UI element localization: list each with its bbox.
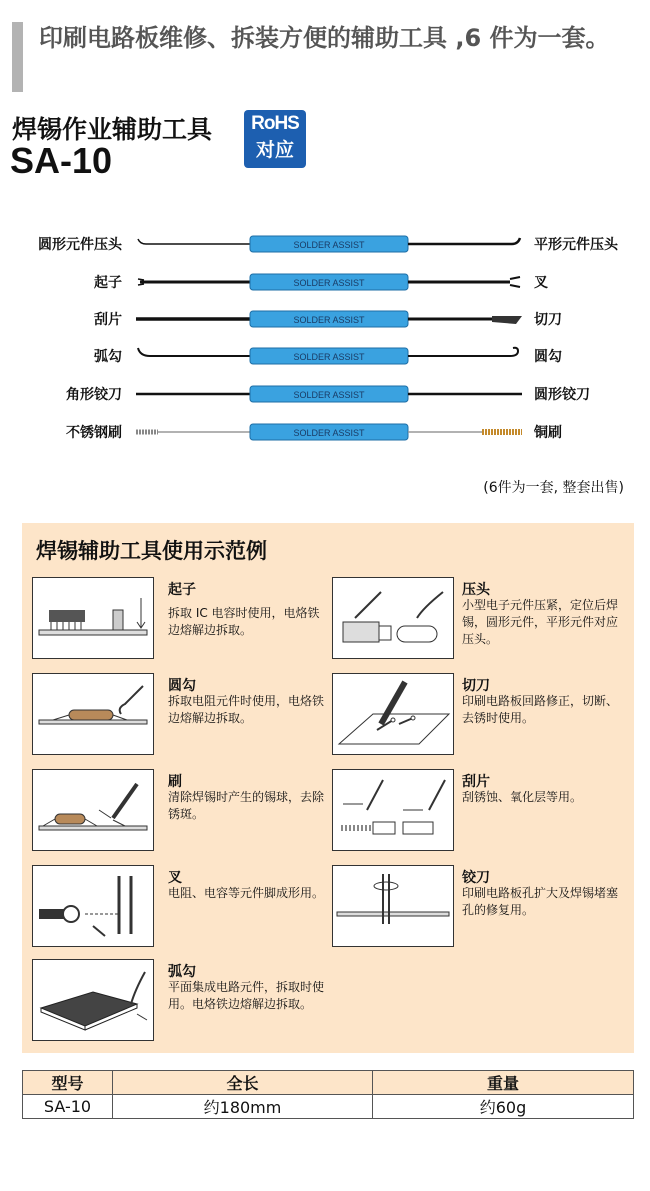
tool-right-label: 圆形铰刀 [534, 387, 590, 403]
tool-handle-text: SOLDER ASSIST [293, 390, 365, 400]
example-desc: 清除焊锡时产生的锡球，去除锈斑。 [168, 790, 325, 821]
example-desc: 印刷电路板回路修正，切断、去锈时使用。 [462, 694, 619, 725]
tool-row [0, 307, 650, 331]
tool-scraper-cutter-icon [132, 307, 524, 331]
tool-row [0, 420, 650, 444]
tool-right-label: 铜刷 [534, 425, 562, 441]
product-subtitle: 焊锡作业辅助工具 [12, 115, 213, 144]
example-desc: 拆取电阻元件时使用，电烙铁边熔解边拆取。 [168, 694, 325, 725]
example-title: 圆勾 [168, 678, 196, 694]
example-reamer-illustration [332, 865, 454, 947]
tool-round-press-icon [132, 232, 524, 256]
tool-left-label: 圆形元件压头 [38, 237, 122, 253]
example-desc: 刮锈蚀、氧化层等用。 [462, 790, 583, 804]
spec-cell: 约60g [373, 1095, 634, 1119]
tool-handle-text: SOLDER ASSIST [293, 352, 365, 362]
spec-header-cell: 重量 [373, 1071, 634, 1095]
example-arc-hook-illustration [32, 959, 154, 1041]
spec-header-cell: 全长 [113, 1071, 373, 1095]
rohs-badge-line1: RoHS [251, 113, 299, 134]
tool-handle-text: SOLDER ASSIST [293, 428, 365, 438]
tool-left-label: 起子 [94, 275, 122, 291]
tool-row [0, 344, 650, 368]
example-title: 刷 [168, 774, 182, 790]
intro-accent-bar [12, 22, 23, 92]
example-title: 切刀 [462, 678, 490, 694]
example-round-hook-illustration [32, 673, 154, 755]
example-desc: 小型电子元件压紧，定位后焊锡，圆形元件，平形元件对应压头。 [462, 598, 619, 646]
panel-title: 焊锡辅助工具使用示范例 [36, 539, 267, 563]
example-desc: 拆取 IC 电容时使用，电烙铁边熔解边拆取。 [168, 606, 320, 637]
example-title: 起子 [168, 582, 196, 598]
tool-reamer-icon [132, 382, 524, 406]
example-scraper-illustration [332, 769, 454, 851]
tool-row [0, 270, 650, 294]
tool-right-label: 圆勾 [534, 349, 562, 365]
tool-handle-text: SOLDER ASSIST [293, 240, 365, 250]
tool-left-label: 刮片 [94, 312, 122, 328]
tool-right-label: 叉 [534, 275, 548, 291]
tool-brush-icon [132, 420, 524, 444]
table-row [23, 1095, 634, 1119]
tool-handle-text: SOLDER ASSIST [293, 315, 365, 325]
tool-right-label: 切刀 [534, 312, 562, 328]
tool-left-label: 不锈钢刷 [66, 425, 122, 441]
example-title: 压头 [462, 582, 490, 598]
example-title: 铰刀 [462, 870, 490, 886]
tool-left-label: 弧勾 [94, 349, 122, 365]
spec-table [22, 1070, 634, 1119]
tool-row [0, 382, 650, 406]
example-title: 弧勾 [168, 964, 196, 980]
spec-cell: 约180mm [113, 1095, 373, 1119]
example-cutter-illustration [332, 673, 454, 755]
spec-header-row [23, 1071, 634, 1095]
tool-arc-round-hook-icon [132, 344, 524, 368]
rohs-badge-line2: 对应 [255, 139, 294, 161]
example-fork-illustration [32, 865, 154, 947]
example-screwdriver-illustration [32, 577, 154, 659]
example-press-illustration [332, 577, 454, 659]
example-title: 刮片 [462, 774, 490, 790]
spec-header-cell: 型号 [23, 1071, 113, 1095]
example-brush-illustration [32, 769, 154, 851]
product-model: SA-10 [10, 140, 113, 181]
intro-text: 印刷电路板维修、拆装方便的辅助工具 ,6 件为一套。 [39, 24, 610, 52]
example-desc: 印刷电路板孔扩大及焊锡堵塞孔的修复用。 [462, 886, 619, 917]
tool-left-label: 角形铰刀 [66, 387, 122, 403]
usage-examples-panel [22, 523, 634, 1053]
example-title: 叉 [168, 870, 182, 886]
tool-handle-text: SOLDER ASSIST [293, 278, 365, 288]
spec-cell: SA-10 [23, 1095, 113, 1119]
tool-row [0, 232, 650, 256]
tool-right-label: 平形元件压头 [534, 237, 618, 253]
rohs-badge [244, 110, 306, 168]
example-desc: 平面集成电路元件，拆取时使用。电烙铁边熔解边拆取。 [168, 980, 325, 1011]
example-desc: 电阻、电容等元件脚成形用。 [168, 886, 325, 900]
set-note: (6件为一套, 整套出售) [483, 480, 624, 496]
tool-screwdriver-fork-icon [132, 270, 524, 294]
intro-block [12, 22, 632, 92]
